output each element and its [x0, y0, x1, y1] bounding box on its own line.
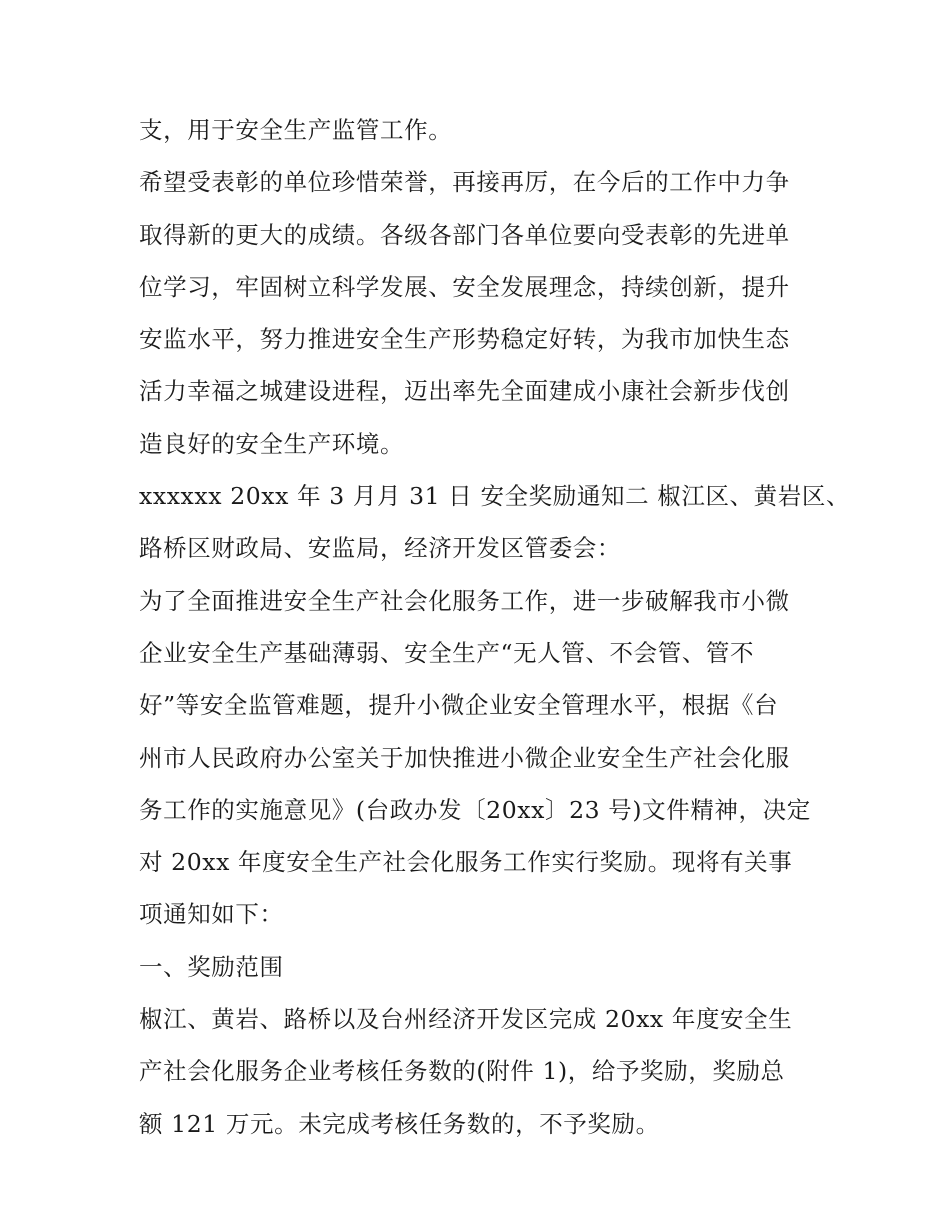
text-line: 企业安全生产基础薄弱、安全生产“无人管、不会管、管不	[139, 638, 755, 667]
text-line: 安监水平，努力推进安全生产形势稳定好转，为我市加快生态	[139, 325, 790, 354]
text-line: 椒江、黄岩、路桥以及台州经济开发区完成 20xx 年度安全生	[139, 1005, 793, 1034]
text-line: 州市人民政府办公室关于加快推进小微企业安全生产社会化服	[139, 743, 790, 772]
text-line: 务工作的实施意见》(台政办发〔20xx〕23 号)文件精神，决定	[139, 795, 811, 824]
text-line: 额 121 万元。未完成考核任务数的，不予奖励。	[139, 1109, 660, 1138]
text-line: 活力幸福之城建设进程，迈出率先全面建成小康社会新步伐创	[139, 377, 790, 406]
text-line: 位学习，牢固树立科学发展、安全发展理念，持续创新，提升	[139, 272, 790, 301]
text-line: 好”等安全监管难题，提升小微企业安全管理水平，根据《台	[139, 691, 779, 720]
text-line: 取得新的更大的成绩。各级各部门各单位要向受表彰的先进单	[139, 220, 790, 249]
text-line: 支，用于安全生产监管工作。	[139, 116, 453, 144]
document-body	[139, 104, 851, 1150]
text-line: 造良好的安全生产环境。	[139, 429, 405, 458]
notice-heading-line: xxxxxx 20xx 年 3 月月 31 日 安全奖励通知二 椒江区、黄岩区、	[139, 482, 851, 511]
text-line: 希望受表彰的单位珍惜荣誉，再接再厉，在今后的工作中力争	[139, 168, 790, 197]
text-line: 路桥区财政局、安监局，经济开发区管委会：	[139, 534, 621, 563]
text-line: 为了全面推进安全生产社会化服务工作，进一步破解我市小微	[139, 586, 790, 615]
text-line: 项通知如下：	[139, 900, 284, 929]
text-line: 产社会化服务企业考核任务数的(附件 1)，给予奖励，奖励总	[139, 1057, 785, 1086]
section-heading: 一、奖励范围	[139, 952, 284, 981]
text-line: 对 20xx 年度安全生产社会化服务工作实行奖励。现将有关事	[139, 848, 793, 877]
